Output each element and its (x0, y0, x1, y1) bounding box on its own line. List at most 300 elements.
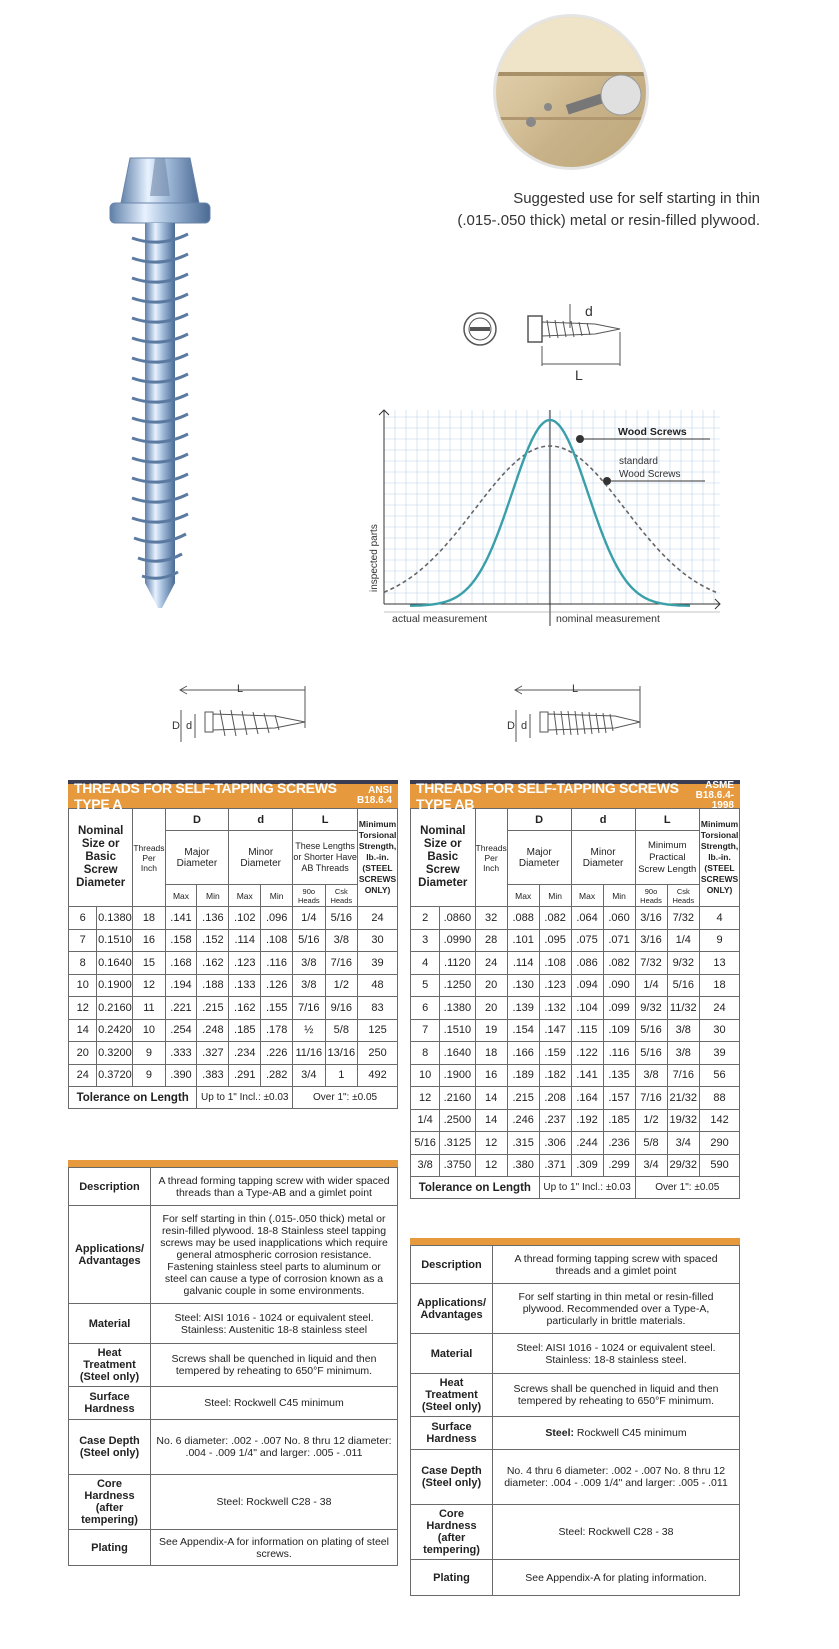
table-cell: .254 (165, 1019, 197, 1042)
desc-label: Case Depth (Steel only) (69, 1420, 151, 1475)
table-cell: 1/4 (635, 974, 667, 997)
desc-value: For self starting in thin metal or resin-filled plywood. Recommended over a Type-A, particularly in brittle materials. (493, 1284, 740, 1334)
desc-label: Core Hardness (after tempering) (69, 1475, 151, 1530)
desc-value (493, 1417, 740, 1450)
table-cell: 18 (475, 1042, 507, 1065)
table-cell: 24 (69, 1064, 97, 1087)
table-cell: 1 (325, 1064, 358, 1087)
desc-value: A thread forming tapping screw with spaced threads and a gimlet point (493, 1246, 740, 1284)
header-L: L (635, 809, 700, 831)
dim-L-label: L (575, 367, 583, 383)
table-cell: 12 (475, 1132, 507, 1155)
header-max: Max (165, 885, 197, 907)
table-cell: 7/16 (325, 952, 358, 975)
table-cell: 6 (411, 997, 440, 1020)
type-ab-D: D (507, 720, 515, 732)
table-row (411, 929, 740, 952)
table-cell: 13/16 (325, 1042, 358, 1065)
table-cell: .215 (197, 997, 229, 1020)
desc-label: Surface Hardness (411, 1417, 493, 1450)
table-cell: .1510 (440, 1019, 475, 1042)
header-D: D (165, 809, 229, 831)
table-cell: 1/4 (411, 1109, 440, 1132)
desc-label: Plating (69, 1530, 151, 1566)
table-cell: 5 (411, 974, 440, 997)
table-cell: 125 (358, 1019, 398, 1042)
table-ab-standard-2: B18.6.4-1998 (695, 790, 734, 811)
desc-row (69, 1168, 398, 1206)
table-cell: 3/8 (325, 929, 358, 952)
table-cell: .188 (197, 974, 229, 997)
table-cell: 24 (475, 952, 507, 975)
type-ab-d: d (521, 720, 528, 732)
table-cell: 9/32 (667, 952, 700, 975)
table-cell: .221 (165, 997, 197, 1020)
desc-label: Surface Hardness (69, 1387, 151, 1420)
table-cell: .1120 (440, 952, 475, 975)
desc-value-text: Rockwell C45 minimum (576, 1427, 687, 1439)
table-cell: .248 (197, 1019, 229, 1042)
header-major: Major Diameter (165, 831, 229, 885)
desc-row (411, 1417, 740, 1450)
header-major: Major Diameter (507, 831, 571, 885)
table-cell: 3/4 (667, 1132, 700, 1155)
table-cell: 14 (475, 1087, 507, 1110)
table-cell: 7 (411, 1019, 440, 1042)
screw-photo (100, 148, 220, 614)
desc-value: Steel: AISI 1016 - 1024 or equivalent steel. Stainless: Austenitic 18-8 stainless steel (151, 1304, 398, 1344)
application-photo (493, 14, 649, 170)
table-row (69, 974, 398, 997)
table-cell: 11/32 (667, 997, 700, 1020)
header-nominal: Nominal Size or Basic Screw Diameter (411, 809, 476, 907)
table-cell: 16 (133, 929, 165, 952)
header-csk-heads: Csk Heads (325, 885, 358, 907)
table-cell: 14 (475, 1109, 507, 1132)
desc-value: Steel: Rockwell C28 - 38 (493, 1505, 740, 1560)
table-cell: 18 (700, 974, 740, 997)
table-cell: .141 (571, 1064, 603, 1087)
table-cell: 15 (133, 952, 165, 975)
desc-value: For self starting in thin (.015-.050 thick) metal or resin-filled plywood. 18-8 Stainless steel tapping screws may be used inapplications which require general atmospheric corrosion resistance. Fastening stainless steel parts to aluminum or steel can cause a type of corrosion known as a galvanic couple in some environments. (151, 1206, 398, 1304)
dim-d-label: d (585, 303, 593, 319)
desc-label: Applications/ Advantages (69, 1206, 151, 1304)
legend-standard-line1: standard (619, 456, 658, 467)
desc-value: See Appendix-A for plating information. (493, 1560, 740, 1596)
table-cell: .390 (165, 1064, 197, 1087)
table-row (69, 1019, 398, 1042)
table-cell: .309 (571, 1154, 603, 1177)
table-cell: .104 (571, 997, 603, 1020)
table-row (411, 997, 740, 1020)
table-cell: .159 (539, 1042, 571, 1065)
table-cell: 56 (700, 1064, 740, 1087)
table-cell: .099 (603, 997, 635, 1020)
table-cell: .116 (603, 1042, 635, 1065)
table-cell: 1/4 (293, 907, 325, 930)
table-cell: 6 (69, 907, 97, 930)
table-cell: .123 (229, 952, 261, 975)
table-row (69, 1064, 398, 1087)
type-ab-L: L (572, 683, 579, 695)
tolerance-label: Tolerance on Length (411, 1177, 540, 1199)
table-cell: .185 (603, 1109, 635, 1132)
table-cell: 3/16 (635, 907, 667, 930)
table-cell: .237 (539, 1109, 571, 1132)
table-cell: 48 (358, 974, 398, 997)
desc-row (411, 1505, 740, 1560)
header-lengths: These Lengths or Shorter Have AB Threads (293, 831, 358, 885)
table-cell: 0.2160 (97, 997, 133, 1020)
table-cell: 30 (700, 1019, 740, 1042)
desc-value: No. 6 diameter: .002 - .007 No. 8 thru 12 diameter: .004 - .009 1/4" and larger: .005 - .011 (151, 1420, 398, 1475)
table-cell: 3/8 (667, 1019, 700, 1042)
header-D: D (507, 809, 571, 831)
header-torsion: Minimum Torsional Strength, lb.-in. (STEEL SCREWS ONLY) (358, 809, 398, 907)
table-ab-standard-1: ASME (705, 780, 734, 791)
table-cell: .1640 (440, 1042, 475, 1065)
table-cell: .133 (229, 974, 261, 997)
table-cell: 29/32 (667, 1154, 700, 1177)
header-min: Min (539, 885, 571, 907)
table-cell: 9 (133, 1042, 165, 1065)
header-threads: Threads Per Inch (475, 809, 507, 907)
table-cell: .178 (261, 1019, 293, 1042)
legend-standard-line2: Wood Screws (619, 469, 681, 480)
table-cell: 5/16 (293, 929, 325, 952)
table-cell: .333 (165, 1042, 197, 1065)
table-cell: 7/32 (635, 952, 667, 975)
desc-label: Plating (411, 1560, 493, 1596)
table-cell: 7/16 (667, 1064, 700, 1087)
table-cell: 19 (475, 1019, 507, 1042)
header-max: Max (229, 885, 261, 907)
table-cell: .168 (165, 952, 197, 975)
table-cell: 18 (133, 907, 165, 930)
table-cell: 1/4 (667, 929, 700, 952)
desc-value: No. 4 thru 6 diameter: .002 - .007 No. 8 thru 12 diameter: .004 - .009 1/4" and larger: .005 - .011 (493, 1450, 740, 1505)
table-cell: .315 (507, 1132, 539, 1155)
table-cell: .0990 (440, 929, 475, 952)
table-cell: .185 (229, 1019, 261, 1042)
table-row (411, 952, 740, 975)
table-cell: 7 (69, 929, 97, 952)
table-cell: 21/32 (667, 1087, 700, 1110)
desc-label: Description (411, 1246, 493, 1284)
table-cell: 3/16 (635, 929, 667, 952)
table-cell: .236 (603, 1132, 635, 1155)
table-cell: .114 (229, 929, 261, 952)
table-cell: .075 (571, 929, 603, 952)
table-cell: .189 (507, 1064, 539, 1087)
table-cell: .135 (603, 1064, 635, 1087)
desc-label: Heat Treatment (Steel only) (69, 1344, 151, 1387)
header-lengths: Minimum Practical Screw Length (635, 831, 700, 885)
desc-table-type-a (68, 1160, 398, 1566)
table-cell: .226 (261, 1042, 293, 1065)
table-cell: 9/32 (635, 997, 667, 1020)
type-a-drawing (165, 680, 315, 750)
table-cell: 11/16 (293, 1042, 325, 1065)
table-cell: 5/16 (635, 1042, 667, 1065)
table-cell: 9 (700, 929, 740, 952)
table-cell: 10 (133, 1019, 165, 1042)
table-cell: .306 (539, 1132, 571, 1155)
table-cell: 0.1640 (97, 952, 133, 975)
table-cell: 7/16 (293, 997, 325, 1020)
desc-row (411, 1450, 740, 1505)
table-cell: .155 (261, 997, 293, 1020)
table-cell: .1900 (440, 1064, 475, 1087)
table-cell: 142 (700, 1109, 740, 1132)
header-minor: Minor Diameter (229, 831, 293, 885)
table-cell: .130 (507, 974, 539, 997)
tolerance-up-to-1: Up to 1" Incl.: ±0.03 (197, 1087, 293, 1109)
chart-ylabel: inspected parts (369, 524, 380, 592)
table-row (411, 1064, 740, 1087)
table-cell: .096 (261, 907, 293, 930)
table-cell: 0.3200 (97, 1042, 133, 1065)
type-ab-drawing (500, 680, 650, 750)
table-cell: 12 (69, 997, 97, 1020)
table-cell: 11 (133, 997, 165, 1020)
table-cell: .154 (507, 1019, 539, 1042)
table-cell: 32 (475, 907, 507, 930)
table-row (411, 1132, 740, 1155)
table-cell: .3125 (440, 1132, 475, 1155)
table-cell: .122 (571, 1042, 603, 1065)
header-90-heads: 90o Heads (635, 885, 667, 907)
desc-row (69, 1206, 398, 1304)
table-a-title: THREADS FOR SELF-TAPPING SCREWS TYPE A (74, 780, 337, 812)
header-max: Max (507, 885, 539, 907)
usage-description (400, 188, 760, 232)
table-cell: .108 (539, 952, 571, 975)
desc-label: Applications/ Advantages (411, 1284, 493, 1334)
table-cell: .147 (539, 1019, 571, 1042)
table-cell: 39 (358, 952, 398, 975)
table-cell: .102 (229, 907, 261, 930)
table-cell: 3/4 (635, 1154, 667, 1177)
header-nominal: Nominal Size or Basic Screw Diameter (69, 809, 133, 907)
table-cell: 83 (358, 997, 398, 1020)
table-cell: 30 (358, 929, 398, 952)
table-cell: 5/8 (325, 1019, 358, 1042)
table-cell: 10 (411, 1064, 440, 1087)
table-row (69, 997, 398, 1020)
table-cell: 12 (411, 1087, 440, 1110)
table-cell: 20 (69, 1042, 97, 1065)
usage-line-2: (.015-.050 thick) metal or resin-filled plywood. (457, 212, 760, 229)
table-cell: .088 (507, 907, 539, 930)
table-row (69, 929, 398, 952)
table-a-standard: ANSI B18.6.4 (356, 785, 392, 806)
table-cell: .126 (261, 974, 293, 997)
table-cell: 16 (475, 1064, 507, 1087)
desc-value: Screws shall be quenched in liquid and then tempered by reheating to 650°F minimum. (151, 1344, 398, 1387)
table-cell: .194 (165, 974, 197, 997)
table-cell: .327 (197, 1042, 229, 1065)
header-min: Min (603, 885, 635, 907)
table-cell: .152 (197, 929, 229, 952)
table-cell: 10 (69, 974, 97, 997)
table-cell: 0.1900 (97, 974, 133, 997)
header-torsion: Minimum Torsional Strength, lb.-in. (STEEL SCREWS ONLY) (700, 809, 740, 907)
table-cell: 1/2 (635, 1109, 667, 1132)
header-d: d (229, 809, 293, 831)
desc-value: Steel: Rockwell C45 minimum (151, 1387, 398, 1420)
table-cell: .139 (507, 997, 539, 1020)
desc-label: Description (69, 1168, 151, 1206)
table-cell: 28 (475, 929, 507, 952)
table-cell: 12 (133, 974, 165, 997)
table-cell: .086 (571, 952, 603, 975)
table-cell: 2 (411, 907, 440, 930)
desc-row (411, 1284, 740, 1334)
table-row (411, 907, 740, 930)
table-cell: .157 (603, 1087, 635, 1110)
tolerance-label: Tolerance on Length (69, 1087, 197, 1109)
desc-row (69, 1475, 398, 1530)
table-cell: .164 (571, 1087, 603, 1110)
desc-row (411, 1374, 740, 1417)
header-csk-heads: Csk Heads (667, 885, 700, 907)
table-cell: .114 (507, 952, 539, 975)
table-cell: 5/16 (667, 974, 700, 997)
table-cell: 8 (69, 952, 97, 975)
table-cell: .115 (571, 1019, 603, 1042)
table-cell: 0.2420 (97, 1019, 133, 1042)
table-cell: .109 (603, 1019, 635, 1042)
table-cell: .060 (603, 907, 635, 930)
table-row (411, 1154, 740, 1177)
table-row (69, 1042, 398, 1065)
header-90-heads: 90o Heads (293, 885, 325, 907)
table-row (411, 1087, 740, 1110)
table-cell: .108 (261, 929, 293, 952)
table-cell: .3750 (440, 1154, 475, 1177)
header-max: Max (571, 885, 603, 907)
table-cell: .116 (261, 952, 293, 975)
table-cell: 3/4 (293, 1064, 325, 1087)
table-cell: .094 (571, 974, 603, 997)
table-cell: 290 (700, 1132, 740, 1155)
table-cell: .2160 (440, 1087, 475, 1110)
table-cell: .071 (603, 929, 635, 952)
chart-xlabel-right: nominal measurement (556, 613, 660, 625)
table-cell: 13 (700, 952, 740, 975)
table-cell: 24 (358, 907, 398, 930)
header-L: L (293, 809, 358, 831)
table-row (411, 1019, 740, 1042)
table-cell: .132 (539, 997, 571, 1020)
desc-value: Screws shall be quenched in liquid and then tempered by reheating to 650°F minimum. (493, 1374, 740, 1417)
type-a-d: d (186, 720, 193, 732)
type-a-D: D (172, 720, 180, 732)
table-cell: 20 (475, 974, 507, 997)
table-cell: 3/8 (293, 952, 325, 975)
table-row (411, 974, 740, 997)
table-cell: .082 (603, 952, 635, 975)
tolerance-over-1: Over 1": ±0.05 (635, 1177, 739, 1199)
screw-dimension-drawing (455, 296, 645, 386)
table-cell: 4 (411, 952, 440, 975)
table-cell: .383 (197, 1064, 229, 1087)
header-d: d (571, 809, 635, 831)
table-cell: 19/32 (667, 1109, 700, 1132)
table-cell: .141 (165, 907, 197, 930)
table-cell: .380 (507, 1154, 539, 1177)
distribution-chart (360, 404, 730, 634)
table-cell: 590 (700, 1154, 740, 1177)
table-cell: .123 (539, 974, 571, 997)
table-cell: .299 (603, 1154, 635, 1177)
desc-row (69, 1344, 398, 1387)
header-minor: Minor Diameter (571, 831, 635, 885)
table-row (411, 1042, 740, 1065)
desc-label: Heat Treatment (Steel only) (411, 1374, 493, 1417)
table-cell: 24 (700, 997, 740, 1020)
table-cell: .101 (507, 929, 539, 952)
table-cell: 0.1510 (97, 929, 133, 952)
table-cell: .244 (571, 1132, 603, 1155)
desc-table-type-ab (410, 1238, 740, 1596)
table-cell: .082 (539, 907, 571, 930)
table-type-ab (410, 780, 740, 1199)
table-cell: 1/2 (325, 974, 358, 997)
table-cell: .215 (507, 1087, 539, 1110)
desc-row (411, 1246, 740, 1284)
type-a-L: L (237, 683, 244, 695)
table-cell: .192 (571, 1109, 603, 1132)
desc-value: Steel: AISI 1016 - 1024 or equivalent steel. Stainless: 18-8 stainless steel. (493, 1334, 740, 1374)
chart-xlabel-left: actual measurement (392, 613, 488, 625)
table-cell: .158 (165, 929, 197, 952)
table-cell: 5/16 (325, 907, 358, 930)
tolerance-up-to-1: Up to 1" Incl.: ±0.03 (539, 1177, 635, 1199)
table-cell: .136 (197, 907, 229, 930)
header-threads: Threads Per Inch (133, 809, 165, 907)
desc-value: Steel: Rockwell C28 - 38 (151, 1475, 398, 1530)
table-cell: .2500 (440, 1109, 475, 1132)
header-min: Min (261, 885, 293, 907)
table-cell: 4 (700, 907, 740, 930)
desc-label: Case Depth (Steel only) (411, 1450, 493, 1505)
table-cell: .1250 (440, 974, 475, 997)
table-cell: 250 (358, 1042, 398, 1065)
table-cell: .371 (539, 1154, 571, 1177)
table-cell: 12 (475, 1154, 507, 1177)
table-cell: .182 (539, 1064, 571, 1087)
table-cell: 39 (700, 1042, 740, 1065)
desc-row (69, 1530, 398, 1566)
table-ab-title: THREADS FOR SELF-TAPPING SCREWS TYPE AB (416, 780, 679, 812)
usage-line-1: Suggested use for self starting in thin (513, 190, 760, 207)
table-cell: 20 (475, 997, 507, 1020)
table-cell: 3/8 (635, 1064, 667, 1087)
table-cell: .246 (507, 1109, 539, 1132)
desc-value-bold: Steel: (545, 1427, 574, 1439)
table-cell: 8 (411, 1042, 440, 1065)
table-cell: 7/16 (635, 1087, 667, 1110)
table-cell: 88 (700, 1087, 740, 1110)
table-cell: .234 (229, 1042, 261, 1065)
table-cell: .064 (571, 907, 603, 930)
tolerance-over-1: Over 1": ±0.05 (293, 1087, 398, 1109)
table-cell: .0860 (440, 907, 475, 930)
table-cell: .162 (229, 997, 261, 1020)
table-cell: .208 (539, 1087, 571, 1110)
